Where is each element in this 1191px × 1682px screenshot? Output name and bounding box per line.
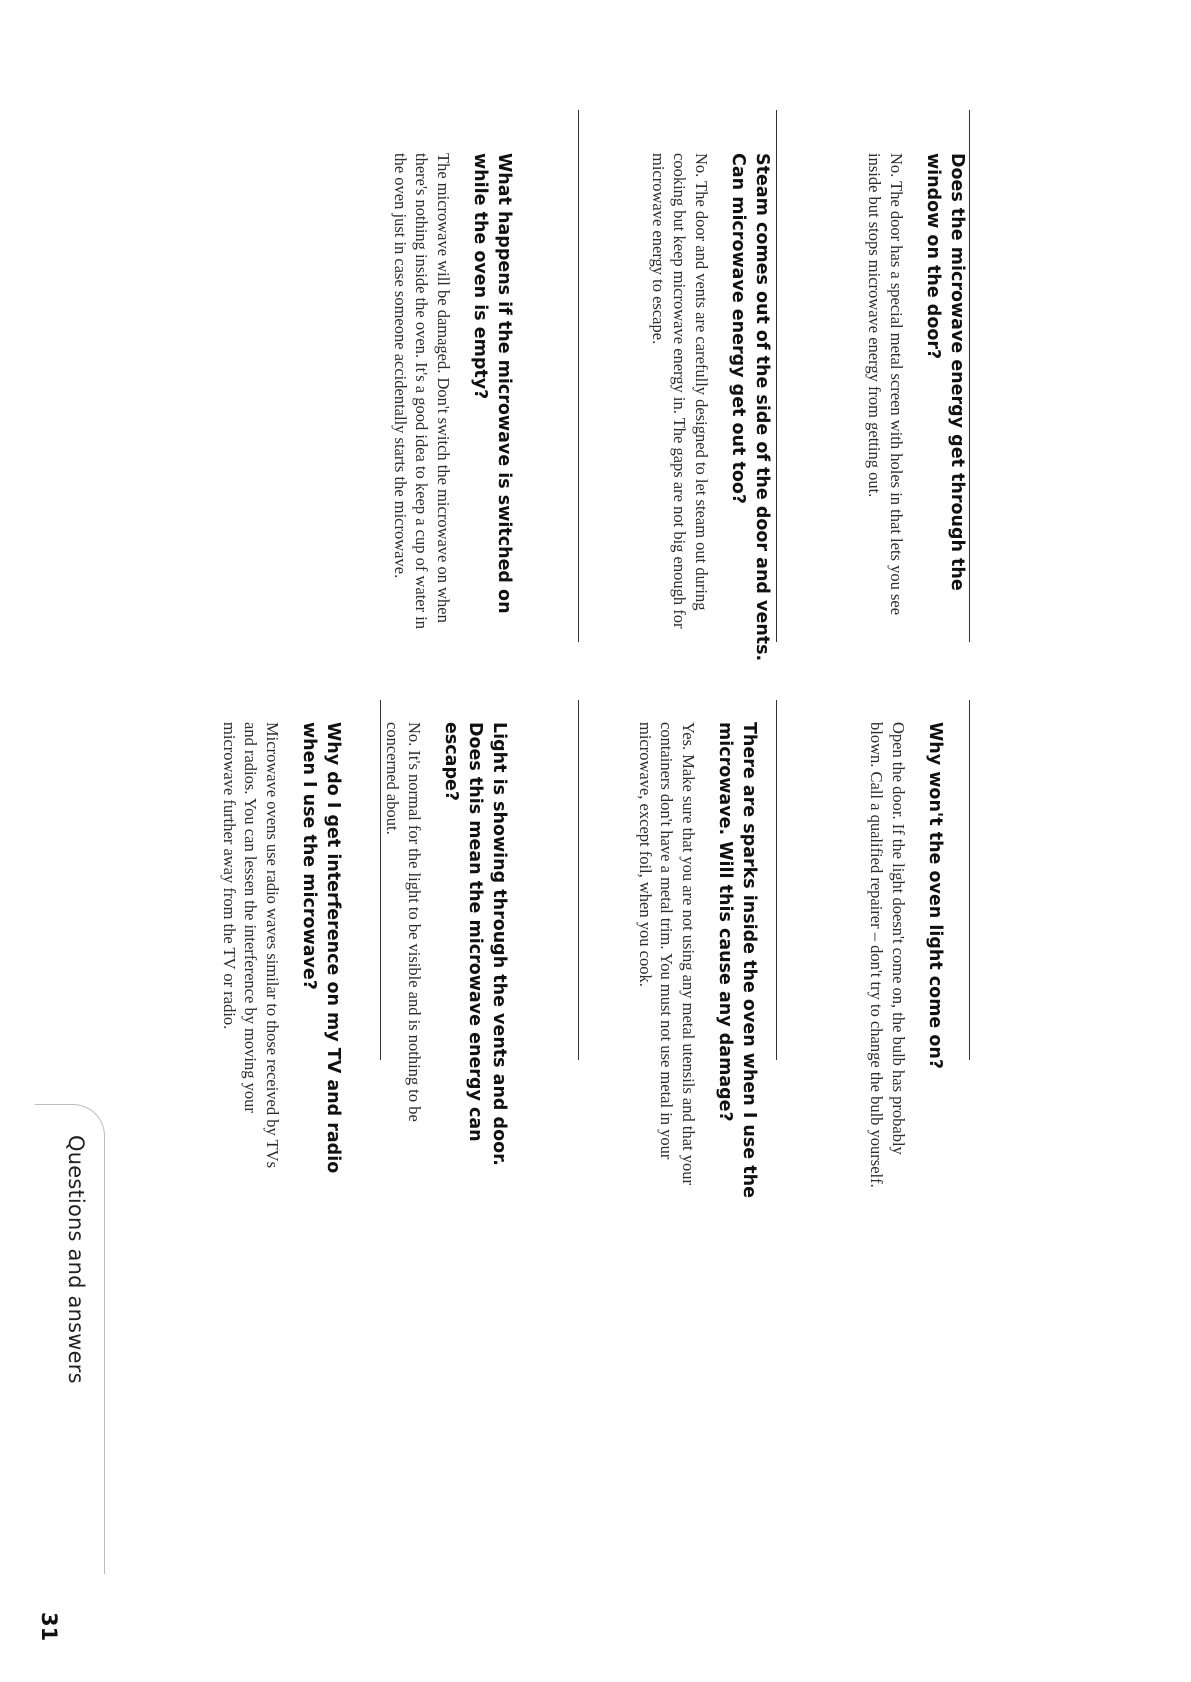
section-divider <box>969 110 970 642</box>
page-number: 31 <box>37 1612 61 1642</box>
faq-question: Light is showing through the vents and door. Does this mean the microwave energy can escape? <box>441 722 509 1166</box>
section-divider <box>969 700 970 1060</box>
faq-answer: Yes. Make sure that you are not using any metal utensils and that your containers don't have a metal trim. You must not use metal in your microwave, except foil, when you cook. <box>636 722 698 1185</box>
faq-question: Why do I get interference on my TV and radio when I use the microwave? <box>299 722 343 1174</box>
faq-item <box>635 722 762 1222</box>
section-divider <box>776 700 777 1060</box>
faq-answer: No. The door and vents are carefully designed to let steam out during cooking but keep microwave energy in. The gaps are not big enough for microwave energy to escape. <box>649 153 711 629</box>
faq-answer: The microwave will be damaged. Don't switch the microwave on when there's nothing inside the oven. It's a good idea to keep a cup of water in the oven just in case someone accidentally starts the microwave. <box>391 153 453 630</box>
faq-question: Why won't the oven light come on? <box>925 722 945 1070</box>
faq-question: There are sparks inside the oven when I use the microwave. Will this cause any damage? <box>715 722 759 1198</box>
faq-question: Does the microwave energy get through the window on the door? <box>923 153 967 591</box>
section-divider <box>776 110 777 642</box>
faq-item <box>864 153 969 633</box>
faq-item <box>648 153 775 663</box>
faq-item <box>219 722 346 1187</box>
faq-answer: Open the door. If the light doesn't come on, the bulb has probably blown. Call a qualified repairer – don't try to change the bulb yourself. <box>867 722 908 1188</box>
section-divider <box>578 110 579 642</box>
faq-answer: No. The door has a special metal screen with holes in that lets you see inside but stops microwave energy from getting out. <box>865 153 906 616</box>
faq-question: Steam comes out of the side of the door and vents. Can microwave energy get out too? <box>728 153 772 662</box>
faq-answer: No. It's normal for the light to be visible and is nothing to be concerned about. <box>383 722 424 1122</box>
faq-answer: Microwave ovens use radio waves similar to those received by TVs and radios. You can lessen the interference by moving your microwave further away from the TV or radio. <box>220 722 282 1168</box>
section-title: Questions and answers <box>64 1135 88 1384</box>
section-divider <box>380 700 381 1060</box>
section-divider <box>578 700 579 1060</box>
faq-question: What happens if the microwave is switched on while the oven is empty? <box>470 153 514 614</box>
faq-item <box>382 722 511 1172</box>
faq-item <box>866 722 947 1192</box>
faq-item <box>390 153 517 648</box>
